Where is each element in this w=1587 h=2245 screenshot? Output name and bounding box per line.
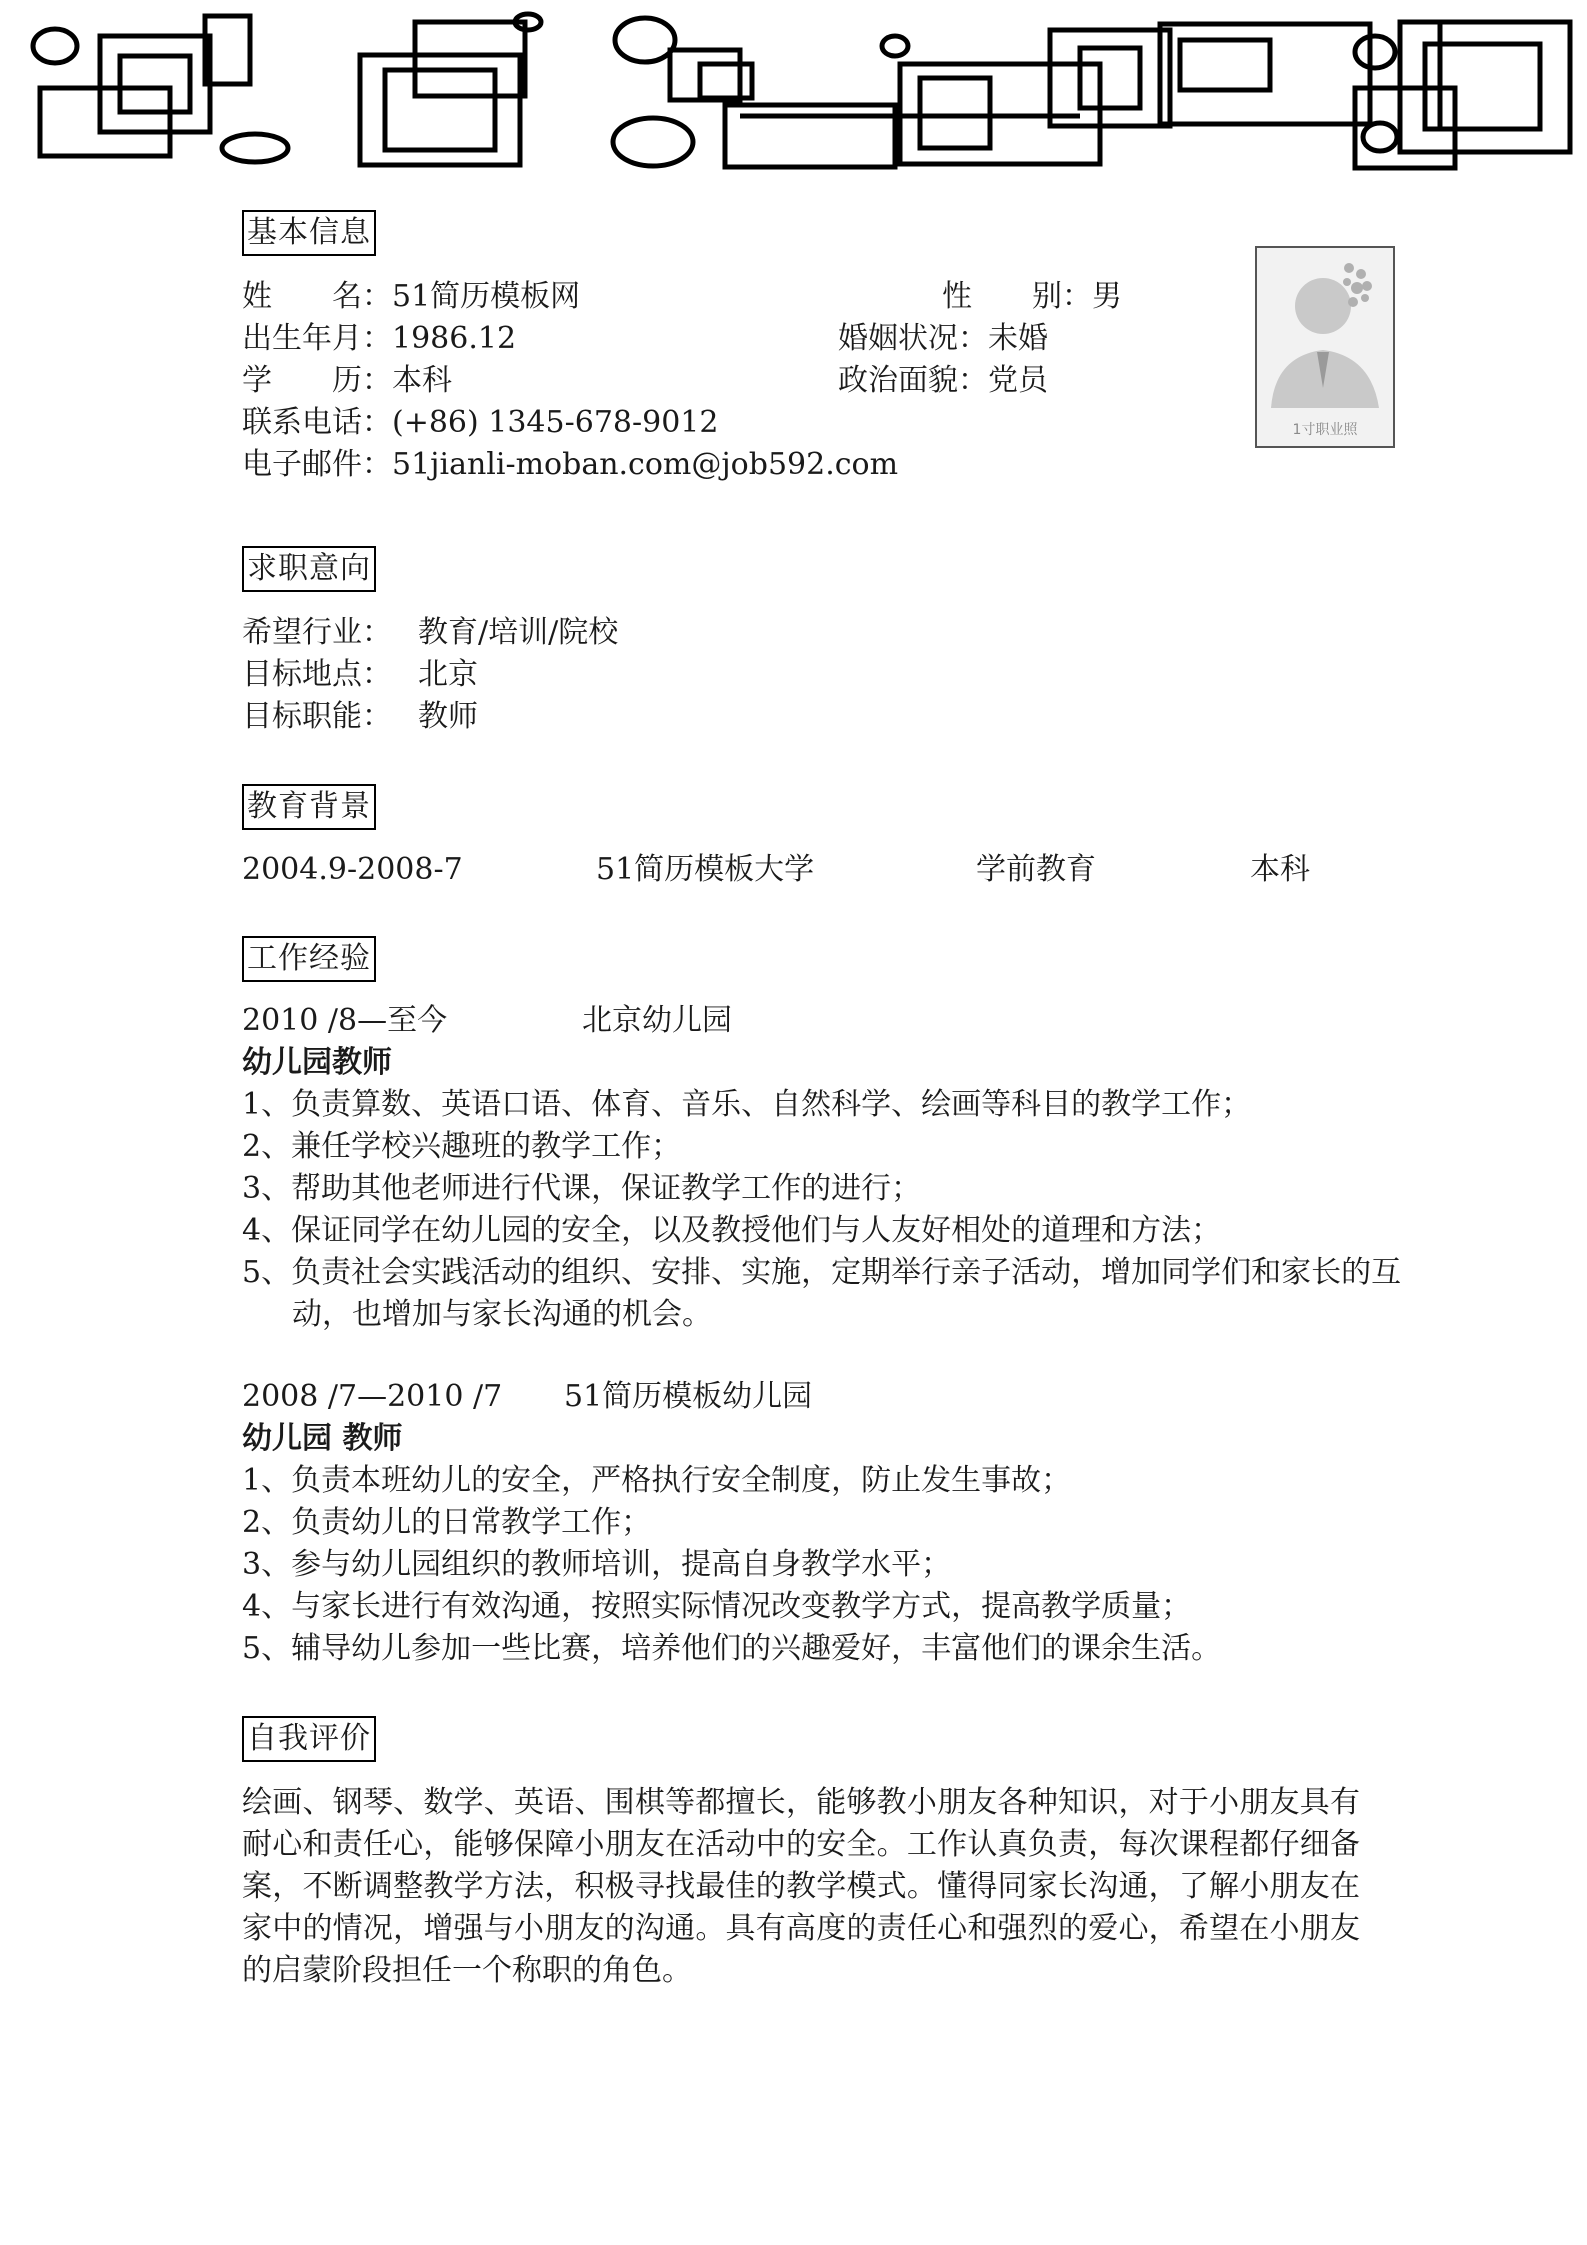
basic-info-title: 基本信息 [242, 210, 376, 256]
marital-label: 婚姻状况： [838, 321, 988, 356]
gender-value: 男 [1092, 279, 1122, 314]
intent-industry-label: 希望行业： [242, 615, 392, 650]
education-degree: 本科 [1250, 852, 1310, 887]
name-value: 51简历模板网 [392, 279, 581, 314]
job-duty: 2、负责幼儿的日常教学工作； [242, 1505, 652, 1540]
work-title: 工作经验 [242, 936, 376, 982]
phone-value: (+86) 1345-678-9012 [392, 405, 719, 440]
birth-label: 出生年月： [242, 321, 392, 356]
job-title: 幼儿园 教师 [242, 1421, 403, 1456]
intent-industry-value: 教育/培训/院校 [418, 615, 619, 650]
profile-photo [1255, 246, 1395, 448]
avatar-placeholder-icon [1257, 248, 1393, 446]
education-section [242, 784, 1362, 892]
political-value: 党员 [988, 363, 1048, 398]
marital-value: 未婚 [988, 321, 1048, 356]
job-duty: 3、帮助其他老师进行代课，保证教学工作的进行； [242, 1171, 922, 1206]
education-major: 学前教育 [976, 852, 1096, 887]
job-company: 北京幼儿园 [582, 1003, 732, 1038]
job-entry [242, 1376, 1362, 1670]
job-title: 幼儿园教师 [242, 1045, 392, 1080]
phone-row [242, 402, 718, 444]
self-eval-section [242, 1716, 1362, 1992]
intent-location-label: 目标地点： [242, 657, 392, 692]
intent-location-row [242, 654, 1362, 696]
work-section [242, 936, 1402, 1670]
marital-row [838, 318, 1048, 360]
job-period: 2008 /7—2010 /7 [242, 1379, 503, 1414]
intent-industry-row [242, 612, 1362, 654]
job-duty: 4、保证同学在幼儿园的安全，以及教授他们与人友好相处的道理和方法； [242, 1213, 1222, 1248]
resume-content [242, 210, 1402, 1992]
phone-label: 联系电话： [242, 405, 392, 440]
email-row [242, 444, 898, 486]
job-duty: 4、与家长进行有效沟通，按照实际情况改变教学方式，提高教学质量； [242, 1589, 1192, 1624]
gender-label: 性 别： [942, 279, 1092, 314]
job-header [242, 1376, 1362, 1418]
education-value: 本科 [392, 363, 452, 398]
political-label: 政治面貌： [838, 363, 988, 398]
birth-value: 1986.12 [392, 321, 517, 356]
name-label: 姓 名： [242, 279, 392, 314]
self-eval-title: 自我评价 [242, 1716, 376, 1762]
intent-location-value: 北京 [418, 657, 478, 692]
photo-caption: 1寸职业照 [1292, 422, 1358, 438]
education-title: 教育背景 [242, 784, 376, 830]
job-company: 51简历模板幼儿园 [564, 1379, 813, 1414]
gender-row [942, 276, 1122, 318]
job-intent-title: 求职意向 [242, 546, 376, 592]
job-duty: 1、负责本班幼儿的安全，严格执行安全制度，防止发生事故； [242, 1463, 1072, 1498]
education-entry [242, 848, 1362, 892]
job-header [242, 1000, 1362, 1042]
email-value: 51jianli-moban.com@job592.com [392, 447, 899, 482]
education-label: 学 历： [242, 363, 392, 398]
intent-function-label: 目标职能： [242, 699, 392, 734]
education-row [242, 360, 452, 402]
job-duty: 1、负责算数、英语口语、体育、音乐、自然科学、绘画等科目的教学工作； [242, 1087, 1252, 1122]
email-label: 电子邮件： [242, 447, 392, 482]
decorative-banner [0, 0, 1587, 180]
political-row [838, 360, 1048, 402]
intent-function-value: 教师 [418, 699, 478, 734]
self-eval-text: 绘画、钢琴、数学、英语、围棋等都擅长，能够教小朋友各种知识，对于小朋友具有耐心和责任心，能够保障小朋友在活动中的安全。工作认真负责，每次课程都仔细备案，不断调整教学方法，积极寻找最佳的教学模式。懂得同家长沟通，了解小朋友在家中的情况，增强与小朋友的沟通。具有高度的责任心和强烈的爱心，希望在小朋友的启蒙阶段担任一个称职的角色。 [242, 1785, 1360, 1988]
intent-function-row [242, 696, 1362, 738]
job-duty: 5、辅导幼儿参加一些比赛，培养他们的兴趣爱好，丰富他们的课余生活。 [242, 1631, 1222, 1666]
job-duty: 5、负责社会实践活动的组织、安排、实施，定期举行亲子活动，增加同学们和家长的互动，也增加与家长沟通的机会。 [242, 1255, 1402, 1332]
basic-info-section [242, 210, 1362, 500]
birth-row [242, 318, 516, 360]
job-duty: 3、参与幼儿园组织的教师培训，提高自身教学水平； [242, 1547, 952, 1582]
name-row [242, 276, 580, 318]
education-period: 2004.9-2008-7 [242, 852, 463, 887]
job-duty: 2、兼任学校兴趣班的教学工作； [242, 1129, 682, 1164]
education-school: 51简历模板大学 [596, 852, 815, 887]
job-period: 2010 /8—至今 [242, 1003, 448, 1038]
job-intent-section [242, 546, 1362, 738]
job-entry [242, 1000, 1402, 1336]
